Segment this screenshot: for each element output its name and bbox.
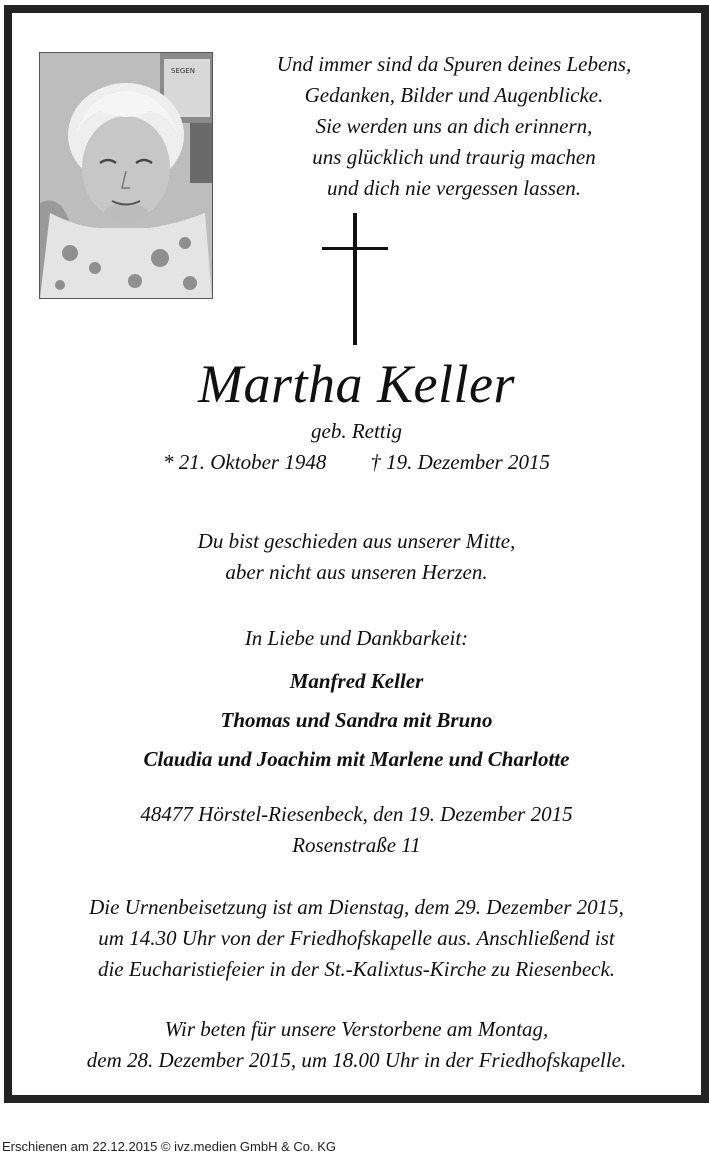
publication-credit: Erschienen am 22.12.2015 © ivz.medien GmbH & Co. KG: [2, 1139, 337, 1154]
sign-text: SEGEN: [171, 67, 195, 75]
info-line: die Eucharistiefeier in der St.-Kalixtus-Kirche zu Riesenbeck.: [97, 957, 616, 981]
family-member: Claudia und Joachim mit Marlene und Charlotte: [143, 747, 570, 771]
obituary-notice: [4, 5, 709, 1103]
info-line: um 14.30 Uhr von der Friedhofskapelle aus. Anschließend ist: [98, 926, 615, 950]
verse-line: aber nicht aus unseren Herzen.: [225, 560, 488, 584]
family-member: Manfred Keller: [289, 669, 424, 693]
verse-line: Du bist geschieden aus unserer Mitte,: [197, 529, 516, 553]
address-block: [12, 799, 701, 861]
family-list: [12, 662, 701, 779]
maiden-name: geb. Rettig: [311, 419, 402, 443]
opening-verse: [224, 49, 684, 204]
info-line: dem 28. Dezember 2015, um 18.00 Uhr in der Friedhofskapelle.: [86, 1048, 627, 1072]
verse-line: und dich nie vergessen lassen.: [326, 176, 582, 200]
prayer-info: [12, 1014, 701, 1076]
middle-verse: [12, 526, 701, 588]
cross-icon: [322, 213, 388, 345]
death-date: † 19. Dezember 2015: [370, 450, 550, 474]
info-line: Wir beten für unsere Verstorbene am Montag,: [164, 1017, 549, 1041]
birth-date: * 21. Oktober 1948: [163, 450, 327, 474]
verse-line: Sie werden uns an dich erinnern,: [315, 114, 593, 138]
family-intro: In Liebe und Dankbarkeit:: [244, 626, 469, 650]
verse-line: Gedanken, Bilder und Augenblicke.: [304, 83, 604, 107]
verse-line: uns glücklich und traurig machen: [312, 145, 596, 169]
place-date: 48477 Hörstel-Riesenbeck, den 19. Dezember 2015: [140, 802, 573, 826]
family-member: Thomas und Sandra mit Bruno: [220, 708, 493, 732]
deceased-name: Martha Keller: [198, 354, 515, 414]
life-dates: [12, 447, 701, 477]
portrait-photo: [39, 52, 213, 299]
verse-line: Und immer sind da Spuren deines Lebens,: [276, 52, 632, 76]
street-address: Rosenstraße 11: [292, 833, 421, 857]
info-line: Die Urnenbeisetzung ist am Dienstag, dem 29. Dezember 2015,: [89, 895, 624, 919]
portrait-image: [40, 53, 212, 298]
funeral-info: [12, 892, 701, 985]
